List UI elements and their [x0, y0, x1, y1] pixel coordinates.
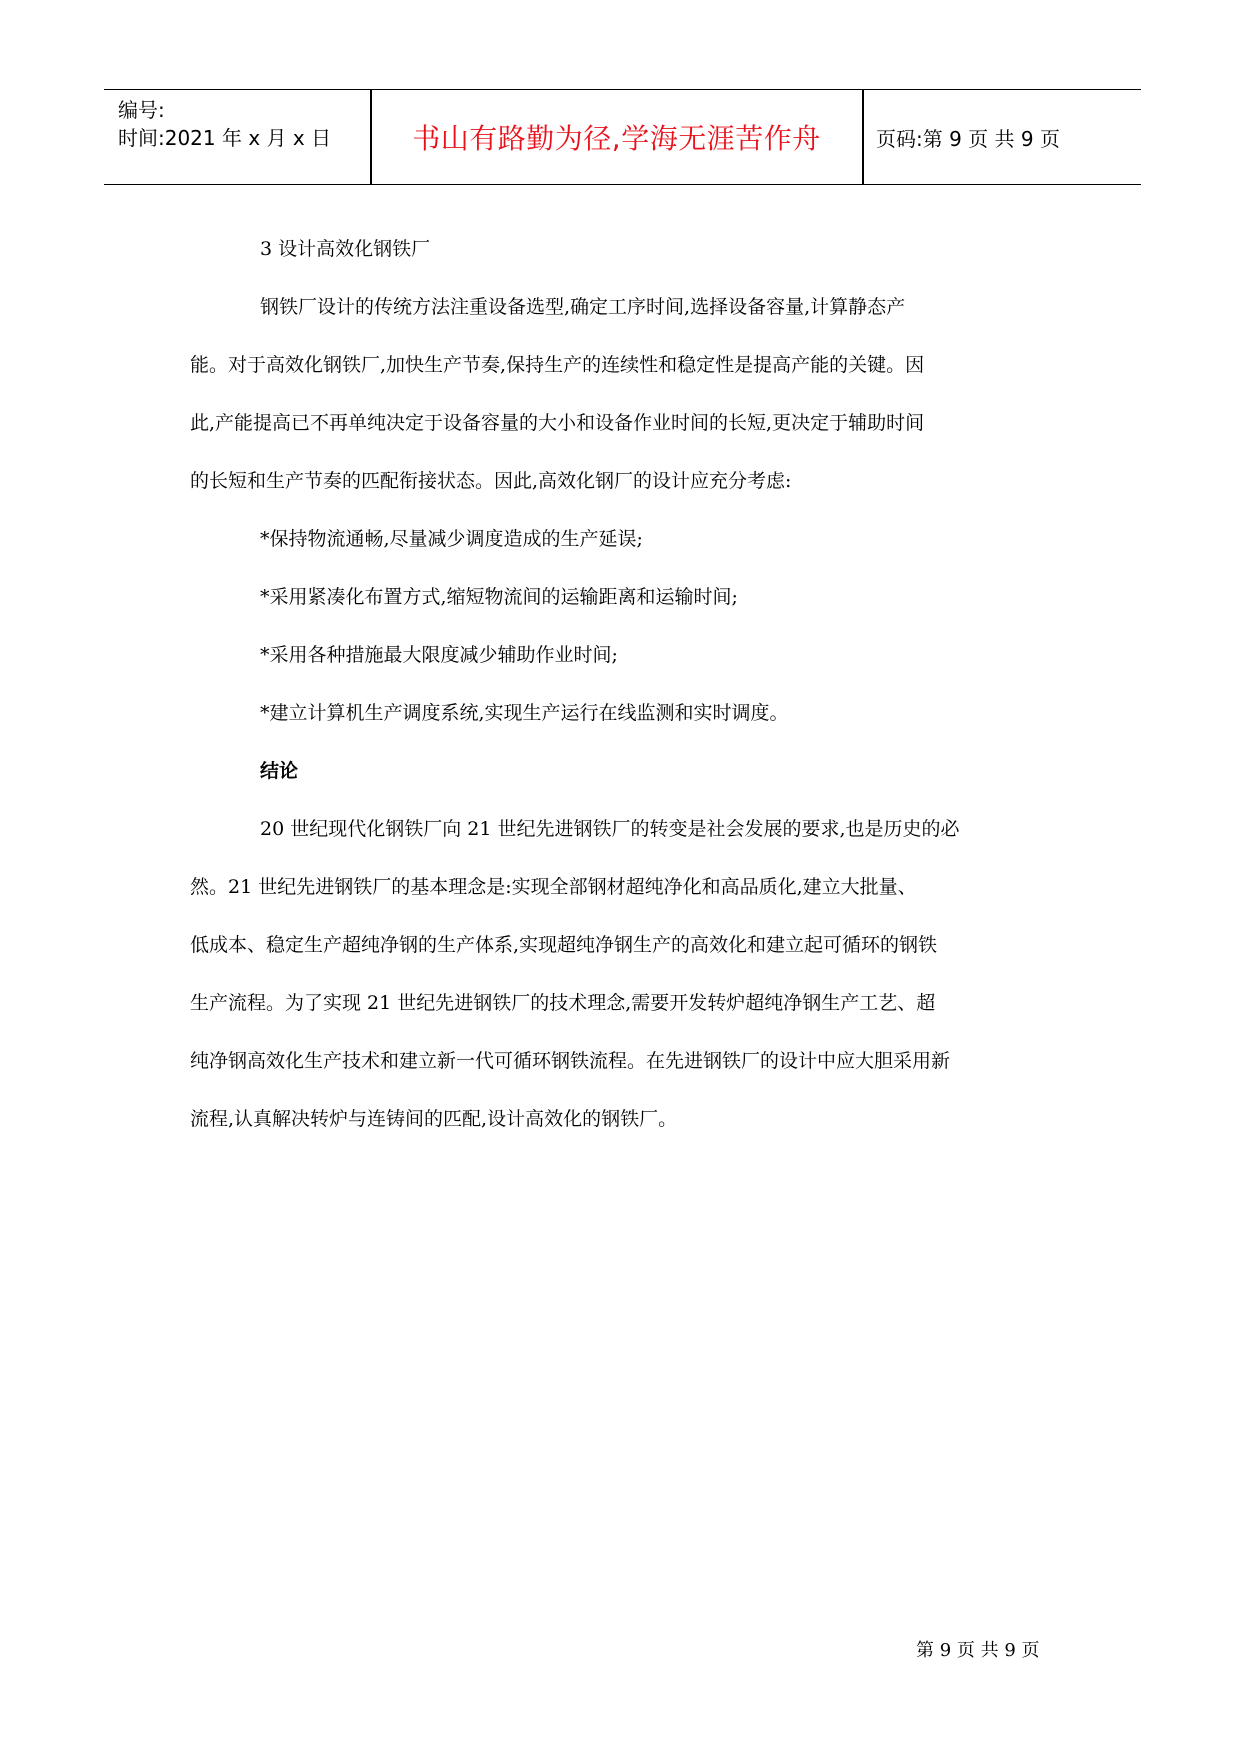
paragraph-line: 纯净钢高效化生产技术和建立新一代可循环钢铁流程。在先进钢铁厂的设计中应大胆采用新	[190, 1050, 951, 1072]
header-divider-right	[862, 90, 864, 184]
header-number-label: 编号:	[118, 98, 165, 122]
header-page-label: 页码:第 9 页 共 9 页	[876, 126, 1060, 151]
paragraph-line: 能。对于高效化钢铁厂,加快生产节奏,保持生产的连续性和稳定性是提高产能的关键。因	[190, 354, 925, 376]
list-item: *建立计算机生产调度系统,实现生产运行在线监测和实时调度。	[260, 702, 789, 724]
paragraph-line: 20 世纪现代化钢铁厂向 21 世纪先进钢铁厂的转变是社会发展的要求,也是历史的必	[260, 818, 960, 840]
header-motto: 书山有路勤为径,学海无涯苦作舟	[412, 122, 821, 155]
list-item: *采用各种措施最大限度减少辅助作业时间;	[260, 644, 618, 666]
paragraph-line: 低成本、稳定生产超纯净钢的生产体系,实现超纯净钢生产的高效化和建立起可循环的钢铁	[190, 934, 938, 956]
header-info	[118, 92, 363, 182]
paragraph-line: 的长短和生产节奏的匹配衔接状态。因此,高效化钢厂的设计应充分考虑:	[190, 470, 792, 492]
list-item: *采用紧凑化布置方式,缩短物流间的运输距离和运输时间;	[260, 586, 738, 608]
paragraph-line: 钢铁厂设计的传统方法注重设备选型,确定工序时间,选择设备容量,计算静态产	[260, 296, 906, 318]
header-time-label: 时间:2021 年 x 月 x 日	[118, 126, 332, 150]
conclusion-heading	[190, 742, 1060, 800]
conclusion-heading-text: 结论	[260, 760, 299, 782]
page-header	[104, 89, 1141, 185]
paragraph-line: 流程,认真解决转炉与连铸间的匹配,设计高效化的钢铁厂。	[190, 1108, 678, 1130]
section-heading	[190, 220, 1060, 278]
paragraph-conclusion	[190, 800, 1060, 1148]
paragraph-line: 然。21 世纪先进钢铁厂的基本理念是:实现全部钢材超纯净化和高品质化,建立大批量、	[190, 876, 917, 898]
page-footer: 第 9 页 共 9 页	[916, 1640, 1040, 1661]
paragraph-line: 生产流程。为了实现 21 世纪先进钢铁厂的技术理念,需要开发转炉超纯净钢生产工艺、超	[190, 992, 936, 1014]
paragraph-design-method	[190, 278, 1060, 510]
paragraph-line: 此,产能提高已不再单纯决定于设备容量的大小和设备作业时间的长短,更决定于辅助时间	[190, 412, 925, 434]
list-item: *保持物流通畅,尽量减少调度造成的生产延误;	[260, 528, 643, 550]
section-heading-text: 3 设计高效化钢铁厂	[260, 238, 431, 260]
bullet-list	[190, 510, 1060, 742]
